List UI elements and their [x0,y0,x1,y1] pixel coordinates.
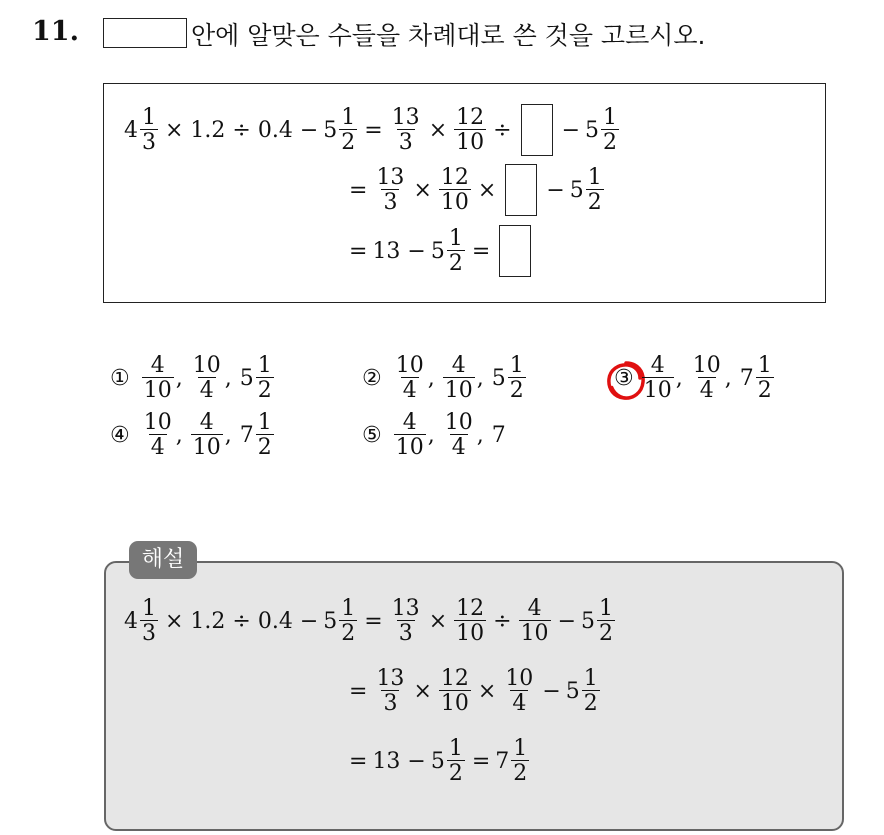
separator: , [427,423,435,448]
whole: 7 [739,366,754,391]
fraction: $\frac{1}{2}$ [599,596,613,646]
operator: × [413,679,432,704]
fraction: $\frac{1}{2}$ [341,596,356,646]
fraction: $\frac{10}{4}$ [192,353,221,403]
choice-mark: ⑤ [362,423,382,448]
fraction: $\frac{12}{10}$ [440,666,469,716]
fraction: $\frac{1}{2}$ [341,104,356,155]
whole: 5 [581,609,595,634]
equals: = [349,238,368,264]
fraction: $\frac{1}{2}$ [257,410,272,460]
fraction: $\frac{4}{10}$ [444,353,473,403]
equals: = [364,117,383,143]
separator: , [224,423,232,448]
operator: − [557,609,576,634]
problem-row-2 [344,164,606,216]
separator: , [175,366,183,391]
equals: = [349,679,368,704]
whole: 7 [239,423,254,448]
fraction: $\frac{12}{10}$ [456,104,485,155]
whole: 5 [430,749,445,774]
explanation-row-2 [344,668,602,715]
fraction: $\frac{1}{2}$ [587,164,602,215]
operator: × [477,679,497,704]
fraction: $\frac{13}{3}$ [376,164,405,215]
operator: − [546,177,565,203]
answer-blank-box [103,18,187,48]
fraction: $\frac{1}{2}$ [448,736,463,786]
fraction: $\frac{4}{10}$ [395,410,424,460]
fraction: $\frac{13}{3}$ [391,596,420,646]
fraction: $\frac{4}{10}$ [192,410,221,460]
explanation-tag: 해설 [129,541,197,579]
choice-mark: ③ [614,366,634,391]
equals: = [364,609,383,634]
choice-3[interactable] [614,355,776,402]
operators: × 1.2 ÷ 0.4 − [165,117,319,143]
operator: × [428,609,448,634]
operators: × 1.2 ÷ 0.4 − [165,609,319,634]
blank-box [505,164,537,216]
fraction: $\frac{1}{2}$ [257,353,272,403]
fraction: $\frac{4}{10}$ [520,596,549,646]
fraction: $\frac{1}{2}$ [513,736,528,786]
fraction: $\frac{12}{10}$ [440,164,469,215]
fraction: $\frac{1}{2}$ [583,666,598,716]
equals: = [349,177,368,203]
fraction: $\frac{10}{4}$ [692,353,721,403]
fraction: $\frac{13}{3}$ [376,666,405,716]
fraction: $\frac{1}{2}$ [448,225,463,276]
blank-box [499,225,531,277]
expression: 13 − [372,749,426,774]
blank-box [521,104,553,156]
choice-5[interactable] [362,412,506,459]
whole: 5 [323,117,338,143]
fraction: $\frac{1}{2}$ [603,104,617,155]
choice-1[interactable] [110,355,276,402]
separator: , [476,366,484,391]
question-prompt: 안에 알맞은 수들을 차례대로 쓴 것을 고르시오. [191,21,706,50]
whole: 5 [491,366,506,391]
whole: 4 [124,609,138,634]
fraction: $\frac{4}{10}$ [143,353,172,403]
whole: 7 [495,749,510,774]
choice-mark: ④ [110,423,130,448]
choice-mark: ① [110,366,130,391]
whole: 7 [491,423,506,448]
choice-mark: ② [362,366,382,391]
fraction: $\frac{1}{2}$ [757,353,772,403]
separator: , [724,366,732,391]
operator: − [561,117,580,143]
fraction: $\frac{10}{4}$ [444,410,473,460]
choice-2[interactable] [362,355,528,402]
whole: 5 [430,238,445,264]
equals: = [349,749,368,774]
operator: × [477,177,497,203]
explanation-row-3 [344,738,531,785]
separator: , [427,366,435,391]
fraction: $\frac{10}{4}$ [505,666,534,716]
fraction: $\frac{4}{10}$ [643,353,672,403]
separator: , [675,366,683,391]
whole: 5 [565,679,580,704]
problem-row-1 [124,104,621,156]
whole: 5 [585,117,599,143]
problem-row-3 [344,225,535,277]
operator: × [428,117,448,143]
equals: = [471,238,491,264]
choice-4[interactable] [110,412,276,459]
fraction: $\frac{12}{10}$ [456,596,485,646]
operator: ÷ [493,117,512,143]
separator: , [224,366,232,391]
fraction: $\frac{10}{4}$ [395,353,424,403]
whole: 5 [323,609,338,634]
separator: , [476,423,484,448]
operator: − [542,679,561,704]
equals: = [471,749,491,774]
separator: , [175,423,183,448]
fraction: $\frac{1}{3}$ [142,104,156,155]
explanation-row-1 [124,598,617,645]
expression: 13 − [372,238,426,264]
fraction: $\frac{13}{3}$ [391,104,420,155]
whole: 4 [124,117,138,143]
fraction: $\frac{1}{3}$ [142,596,156,646]
whole: 5 [569,177,584,203]
operator: ÷ [493,609,512,634]
fraction: $\frac{10}{4}$ [143,410,172,460]
operator: × [413,177,432,203]
whole: 5 [239,366,254,391]
question-number: 11. [32,16,79,47]
fraction: $\frac{1}{2}$ [509,353,524,403]
